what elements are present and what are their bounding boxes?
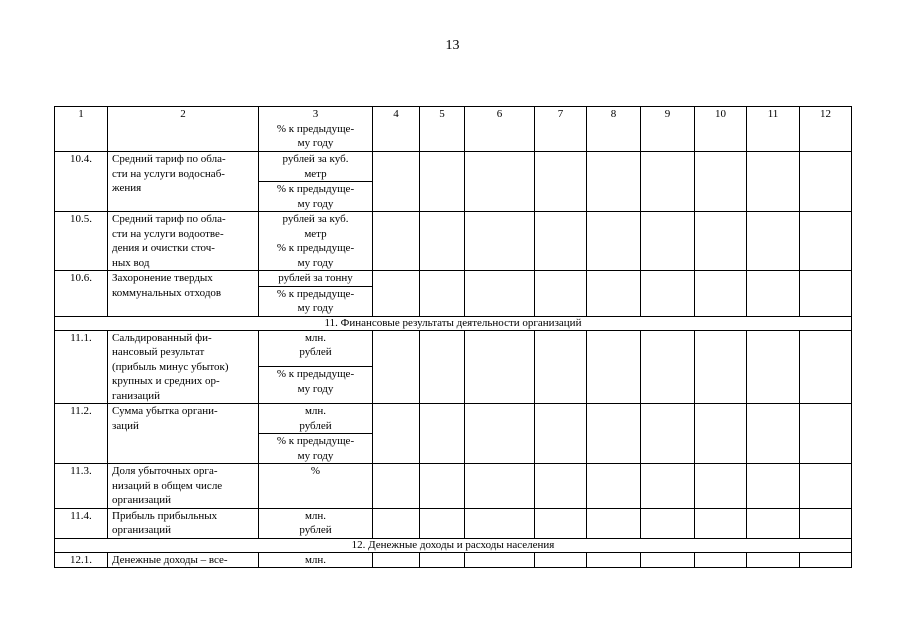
item-number: 10.4. — [55, 152, 108, 212]
column-number-3 — [259, 107, 373, 152]
indicator-name: Сальдированный фи- нансовый результат (прибыль минус убыток) крупных и средних ор- ганизаций — [108, 330, 259, 404]
value-cell — [695, 271, 747, 317]
value-cell — [641, 404, 695, 464]
section-heading: 12. Денежные доходы и расходы населения — [55, 538, 852, 552]
column-number-7: 7 — [535, 107, 587, 152]
value-cell — [587, 464, 641, 509]
value-cell — [641, 271, 695, 317]
value-cell — [695, 152, 747, 212]
value-cell — [373, 404, 420, 464]
table-row — [55, 508, 852, 538]
value-cell — [800, 152, 852, 212]
value-cell — [695, 330, 747, 404]
table-row — [55, 212, 852, 271]
value-cell — [641, 464, 695, 509]
table-row — [55, 464, 852, 509]
section-row — [55, 316, 852, 330]
indicators-table — [54, 106, 852, 568]
value-cell — [420, 508, 465, 538]
value-cell — [695, 464, 747, 509]
column-number-8: 8 — [587, 107, 641, 152]
value-cell — [535, 330, 587, 404]
table-row — [55, 330, 852, 367]
unit-cell: рублей за куб. метр — [259, 152, 373, 182]
value-cell — [587, 152, 641, 212]
value-cell — [800, 330, 852, 404]
value-cell — [641, 212, 695, 271]
column-number-2: 2 — [108, 107, 259, 152]
indicator-name: Средний тариф по обла- сти на услуги водоснаб- жения — [108, 152, 259, 212]
item-number: 11.1. — [55, 330, 108, 404]
value-cell — [641, 330, 695, 404]
item-number: 11.3. — [55, 464, 108, 509]
value-cell — [641, 552, 695, 568]
value-cell — [373, 152, 420, 212]
table-row — [55, 404, 852, 434]
unit-cell: % к предыдуще- му году — [259, 286, 373, 316]
value-cell — [587, 212, 641, 271]
value-cell — [465, 271, 535, 317]
item-number: 11.2. — [55, 404, 108, 464]
value-cell — [535, 212, 587, 271]
value-cell — [465, 464, 535, 509]
value-cell — [465, 152, 535, 212]
value-cell — [465, 404, 535, 464]
unit-cell: % к предыдуще- му году — [259, 434, 373, 464]
unit-cell: млн. — [259, 552, 373, 568]
indicator-name: Средний тариф по обла- сти на услуги водоотве- дения и очистки сточ- ных вод — [108, 212, 259, 271]
column-number-5: 5 — [420, 107, 465, 152]
column-number-12: 12 — [800, 107, 852, 152]
item-number: 10.6. — [55, 271, 108, 317]
value-cell — [747, 464, 800, 509]
value-cell — [747, 212, 800, 271]
value-cell — [747, 508, 800, 538]
value-cell — [747, 152, 800, 212]
value-cell — [535, 152, 587, 212]
column-number-3-label: 3 — [312, 108, 319, 120]
value-cell — [420, 552, 465, 568]
value-cell — [373, 508, 420, 538]
value-cell — [747, 404, 800, 464]
value-cell — [695, 508, 747, 538]
item-number: 10.5. — [55, 212, 108, 271]
item-number: 12.1. — [55, 552, 108, 568]
value-cell — [465, 552, 535, 568]
column-number-4: 4 — [373, 107, 420, 152]
indicator-name: Прибыль прибыльных организаций — [108, 508, 259, 538]
value-cell — [465, 330, 535, 404]
unit-cell: рублей за куб. метр % к предыдуще- му году — [259, 212, 373, 271]
value-cell — [800, 271, 852, 317]
unit-cell: млн. рублей — [259, 330, 373, 367]
value-cell — [420, 330, 465, 404]
value-cell — [535, 404, 587, 464]
value-cell — [420, 271, 465, 317]
value-cell — [535, 271, 587, 317]
value-cell — [695, 212, 747, 271]
value-cell — [535, 464, 587, 509]
unit-cell: % к предыдуще- му году — [259, 182, 373, 212]
page-number: 13 — [445, 38, 460, 53]
value-cell — [373, 464, 420, 509]
value-cell — [800, 552, 852, 568]
column-number-10: 10 — [695, 107, 747, 152]
value-cell — [587, 271, 641, 317]
column-number-9: 9 — [641, 107, 695, 152]
value-cell — [587, 552, 641, 568]
section-row — [55, 538, 852, 552]
header-row — [55, 107, 852, 152]
value-cell — [373, 271, 420, 317]
value-cell — [535, 508, 587, 538]
column-number-11: 11 — [747, 107, 800, 152]
value-cell — [800, 508, 852, 538]
table-row — [55, 552, 852, 568]
table-row — [55, 152, 852, 182]
value-cell — [641, 508, 695, 538]
value-cell — [373, 552, 420, 568]
value-cell — [800, 464, 852, 509]
value-cell — [587, 404, 641, 464]
value-cell — [587, 330, 641, 404]
value-cell — [641, 152, 695, 212]
indicator-name: Сумма убытка органи- заций — [108, 404, 259, 464]
column-number-1: 1 — [55, 107, 108, 152]
table-row — [55, 271, 852, 287]
value-cell — [800, 404, 852, 464]
value-cell — [420, 404, 465, 464]
value-cell — [587, 508, 641, 538]
value-cell — [420, 212, 465, 271]
unit-cell: рублей за тонну — [259, 271, 373, 287]
value-cell — [747, 330, 800, 404]
value-cell — [465, 212, 535, 271]
indicator-name: Доля убыточных орга- низаций в общем числе организаций — [108, 464, 259, 509]
indicator-name: Денежные доходы – все- — [108, 552, 259, 568]
item-number: 11.4. — [55, 508, 108, 538]
indicator-name: Захоронение твердых коммунальных отходов — [108, 271, 259, 317]
unit-cell: млн. рублей — [259, 508, 373, 538]
value-cell — [465, 508, 535, 538]
value-cell — [747, 271, 800, 317]
value-cell — [373, 330, 420, 404]
value-cell — [800, 212, 852, 271]
unit-cell: % — [259, 464, 373, 509]
value-cell — [373, 212, 420, 271]
value-cell — [747, 552, 800, 568]
value-cell — [695, 404, 747, 464]
unit-label: % к предыдуще- му году — [276, 122, 355, 149]
section-heading: 11. Финансовые результаты деятельности организаций — [55, 316, 852, 330]
column-number-6: 6 — [465, 107, 535, 152]
unit-cell: % к предыдуще- му году — [259, 367, 373, 404]
value-cell — [420, 464, 465, 509]
value-cell — [695, 552, 747, 568]
unit-cell: млн. рублей — [259, 404, 373, 434]
value-cell — [420, 152, 465, 212]
value-cell — [535, 552, 587, 568]
